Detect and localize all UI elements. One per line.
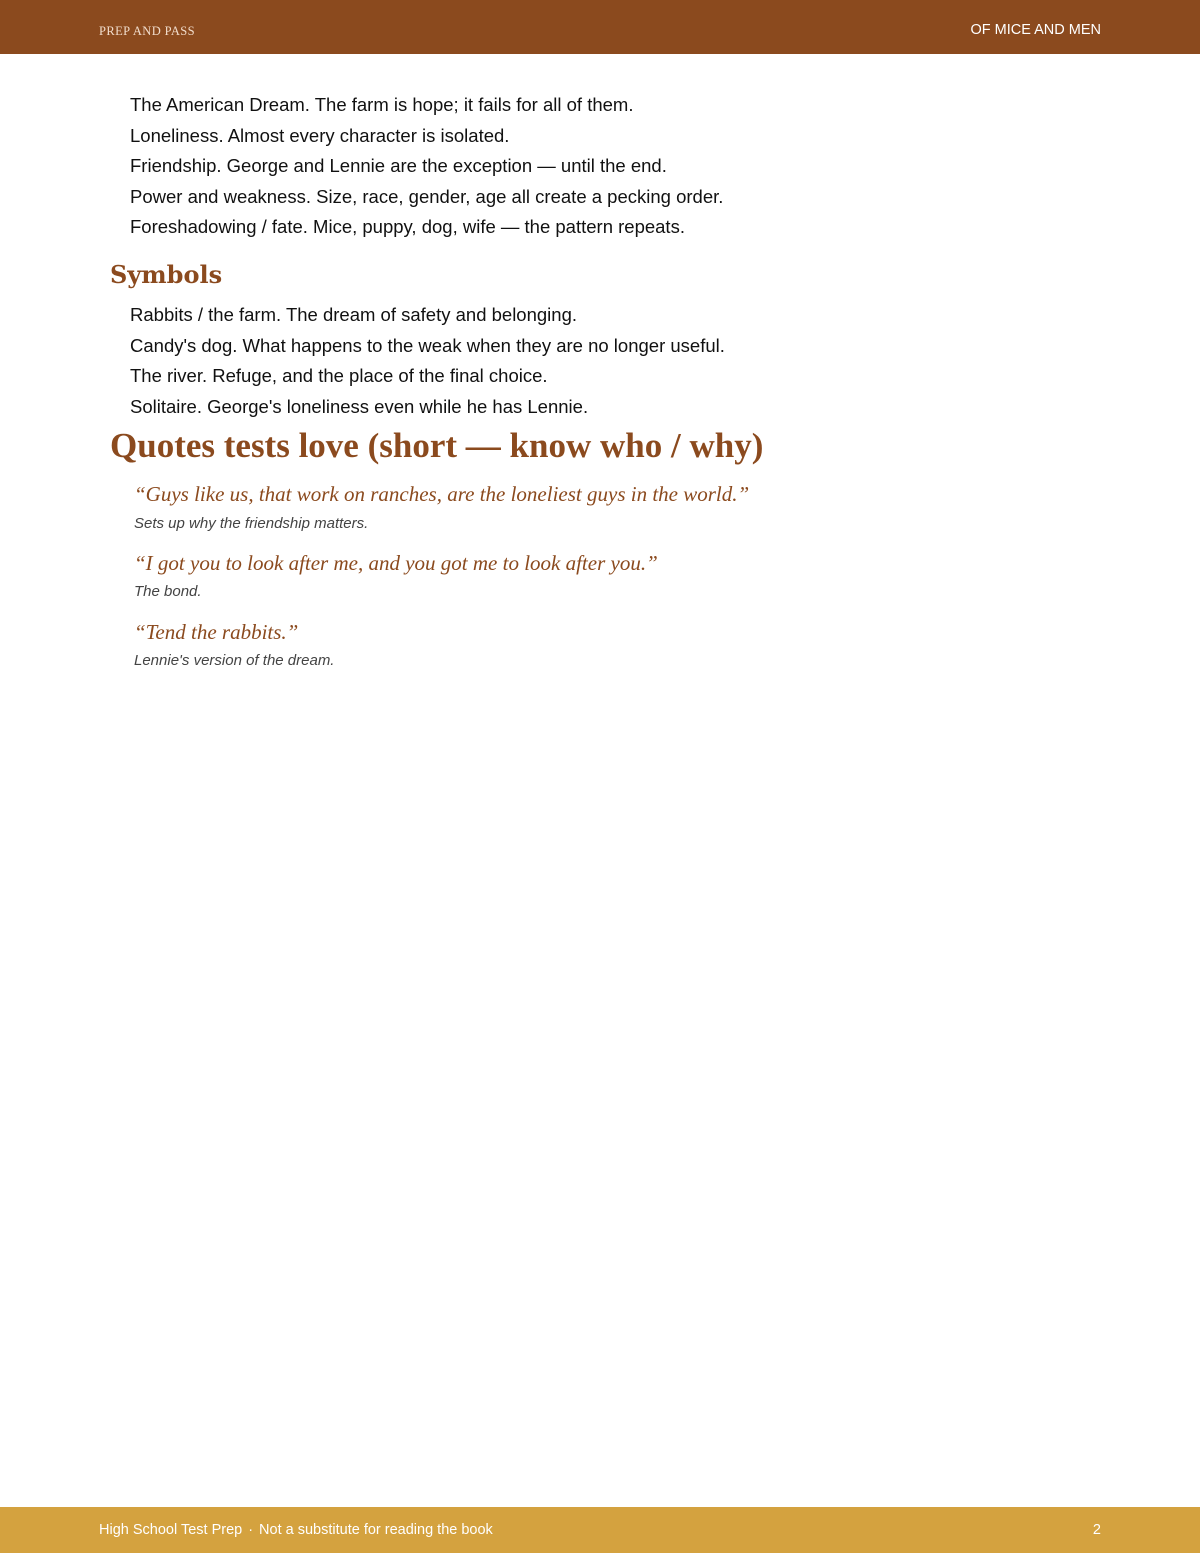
page-header bbox=[0, 0, 1200, 54]
footer-text bbox=[99, 1521, 493, 1539]
footer-disclaimer: Not a substitute for reading the book bbox=[259, 1522, 493, 1538]
symbol-item: Solitaire. George's loneliness even while he has Lennie. bbox=[130, 395, 589, 417]
symbols-heading: Symbols bbox=[110, 260, 223, 289]
theme-item: Foreshadowing / fate. Mice, puppy, dog, wife — the pattern repeats. bbox=[130, 216, 685, 237]
document-title: OF MICE AND MEN bbox=[970, 22, 1101, 38]
footer-publisher: High School Test Prep bbox=[99, 1522, 243, 1538]
themes-list bbox=[130, 90, 723, 243]
symbol-item: Rabbits / the farm. The dream of safety and belonging. bbox=[130, 304, 577, 325]
quotes-heading: Quotes tests love (short — know who / why) bbox=[110, 426, 764, 465]
symbol-item: Candy's dog. What happens to the weak when they are no longer useful. bbox=[130, 334, 725, 356]
page-number: 2 bbox=[1092, 1522, 1101, 1538]
symbol-item: The river. Refuge, and the place of the final choice. bbox=[130, 365, 548, 386]
footer-separator: · bbox=[248, 1522, 254, 1538]
quote-text: “Guys like us, that work on ranches, are the loneliest guys in the world.” bbox=[134, 482, 750, 506]
quote-note: Sets up why the friendship matters. bbox=[134, 515, 369, 532]
page-footer bbox=[0, 1507, 1200, 1553]
quote-note: The bond. bbox=[134, 583, 202, 600]
quote-text: “Tend the rabbits.” bbox=[134, 620, 299, 644]
brand-name: PREP AND PASS bbox=[99, 24, 195, 38]
theme-item: Power and weakness. Size, race, gender, age all create a pecking order. bbox=[130, 185, 724, 207]
quote-text: “I got you to look after me, and you got me to look after you.” bbox=[134, 551, 658, 575]
theme-item: The American Dream. The farm is hope; it fails for all of them. bbox=[130, 94, 634, 115]
symbols-list bbox=[130, 300, 725, 422]
theme-item: Loneliness. Almost every character is isolated. bbox=[130, 124, 510, 146]
theme-item: Friendship. George and Lennie are the exception — until the end. bbox=[130, 155, 667, 176]
quote-note: Lennie's version of the dream. bbox=[134, 652, 335, 669]
